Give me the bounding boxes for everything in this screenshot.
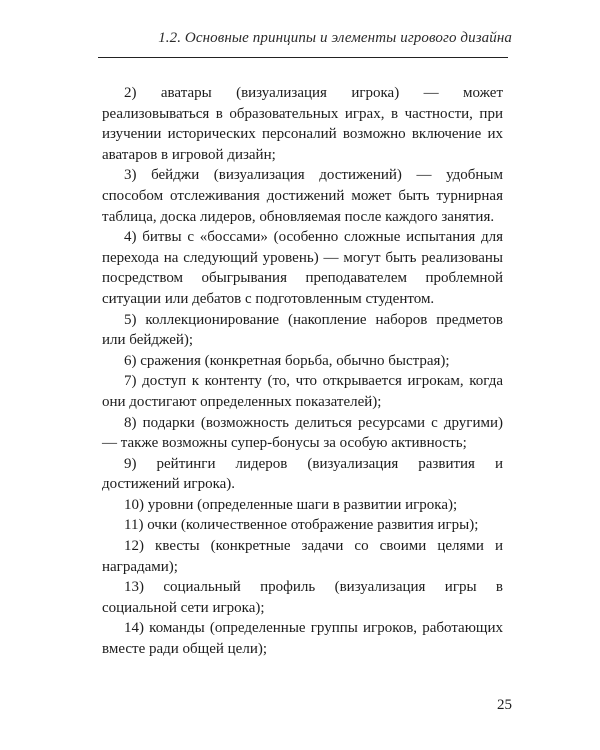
paragraph-content-unlocking: 7) доступ к контенту (то, что открывается игрокам, когда они достигают определенных показателей); <box>102 373 503 410</box>
paragraph-teams: 14) команды (определенные группы игроков, работающих вместе ради общей цели); <box>102 620 503 658</box>
paragraph-quests: 12) квесты (конкретные задачи со своими целями и наградами); <box>102 538 503 575</box>
paragraph-levels: 10) уровни (определенные шаги в развитии игрока); <box>124 496 458 513</box>
header-rule <box>98 57 508 58</box>
paragraph-boss-fights: 4) битвы с «боссами» (особенно сложные испытания для перехода на следующий уровень) — могут быть реализованы посредством обыгрывания преподавателем проблемной ситуации или дебатов с подготовленным студентом. <box>102 229 503 307</box>
paragraph-gifting: 8) подарки (возможность делиться ресурсами с другими) — также возможны супер-бонусы за особую активность; <box>102 414 503 452</box>
paragraph-combat: 6) сражения (конкретная борьба, обычно быстрая); <box>124 352 450 369</box>
paragraph-social-graph: 13) социальный профиль (визуализация игры в социальной сети игрока); <box>102 579 503 616</box>
paragraph-leaderboards: 9) рейтинги лидеров (визуализация развития и достижений игрока). <box>102 455 503 493</box>
paragraph-badges: 3) бейджи (визуализация достижений) — удобным способом отслеживания достижений может быть турнирная таблица, доска лидеров, обновляемая после каждого занятия. <box>102 167 503 225</box>
paragraph-points: 11) очки (количественное отображение развития игры); <box>124 517 479 534</box>
page-number: 25 <box>497 697 512 713</box>
body-text <box>102 83 503 660</box>
paragraph-avatars: 2) аватары (визуализация игрока) — может реализовываться в образовательных играх, в частности, при изучении исторических персоналий возможно включение их аватаров в игровой дизайн; <box>102 85 503 163</box>
running-head-title: 1.2. Основные принципы и элементы игрового дизайна <box>158 30 512 46</box>
paragraph-collecting: 5) коллекционирование (накопление наборов предметов или бейджей); <box>102 311 503 349</box>
running-head <box>0 24 600 64</box>
